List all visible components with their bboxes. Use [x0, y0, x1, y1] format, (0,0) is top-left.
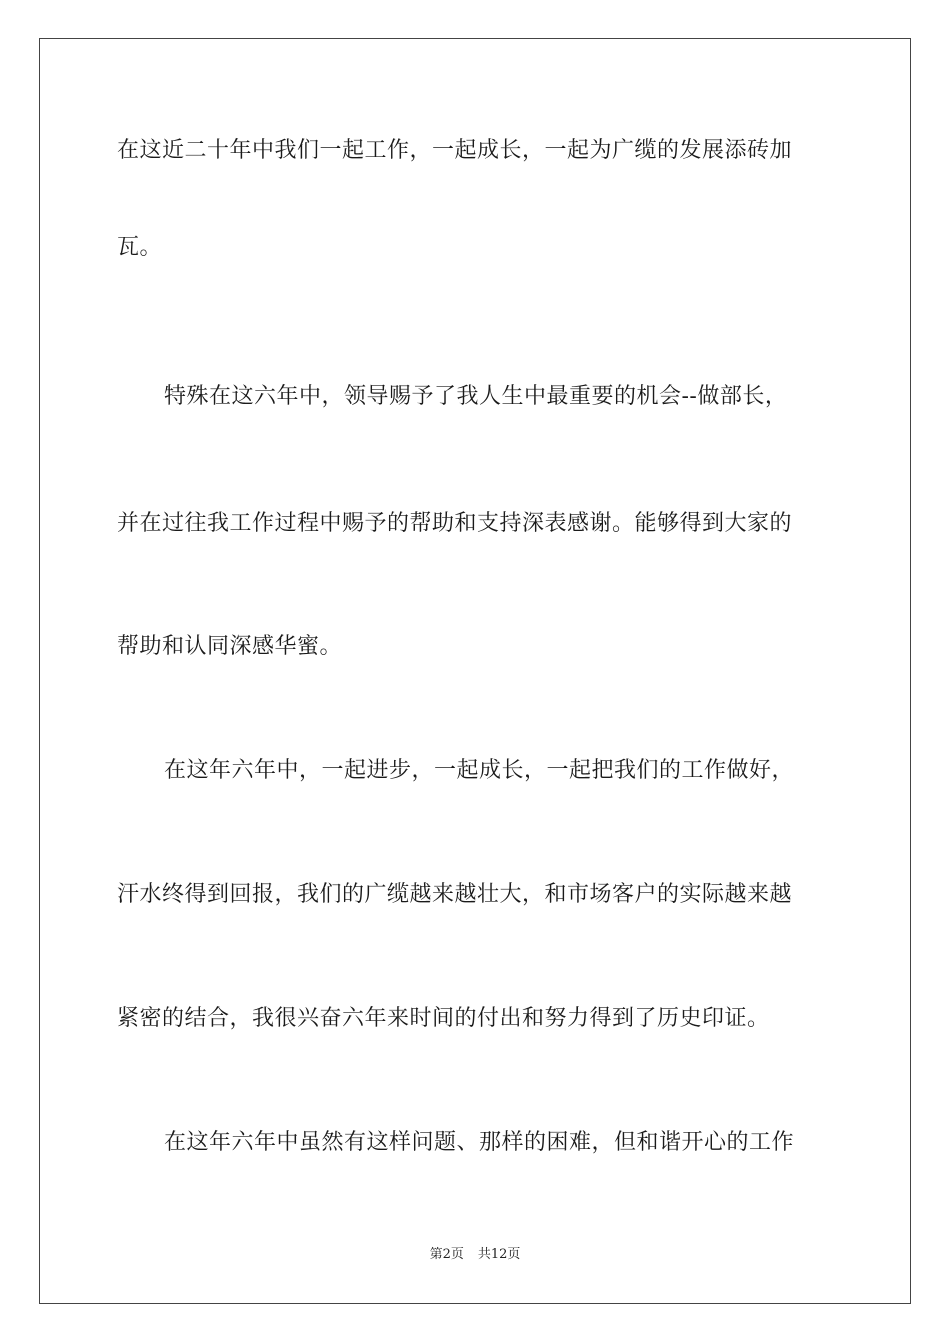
paragraph-line-6: 在这年六年中，一起进步，一起成长，一起把我们的工作做好， [164, 758, 795, 783]
paragraph-line-5: 帮助和认同深感华蜜。 [117, 634, 343, 659]
paragraph-line-2: 瓦。 [117, 235, 163, 260]
paragraph-line-7: 汗水终得到回报，我们的广缆越来越壮大，和市场客户的实际越来越 [117, 882, 793, 907]
page-border [39, 38, 911, 1304]
paragraph-line-4: 并在过往我工作过程中赐予的帮助和支持深表感谢。能够得到大家的 [117, 511, 793, 536]
paragraph-line-9: 在这年六年中虽然有这样问题、那样的困难，但和谐开心的工作 [164, 1130, 795, 1155]
current-page-number: 第2页 [429, 1247, 464, 1262]
total-pages: 共12页 [477, 1247, 521, 1262]
paragraph-line-8: 紧密的结合，我很兴奋六年来时间的付出和努力得到了历史印证。 [117, 1006, 770, 1031]
page-footer [0, 1246, 950, 1264]
paragraph-line-1: 在这近二十年中我们一起工作，一起成长，一起为广缆的发展添砖加 [117, 138, 793, 163]
paragraph-line-3: 特殊在这六年中，领导赐予了我人生中最重要的机会--做部长， [164, 384, 788, 409]
